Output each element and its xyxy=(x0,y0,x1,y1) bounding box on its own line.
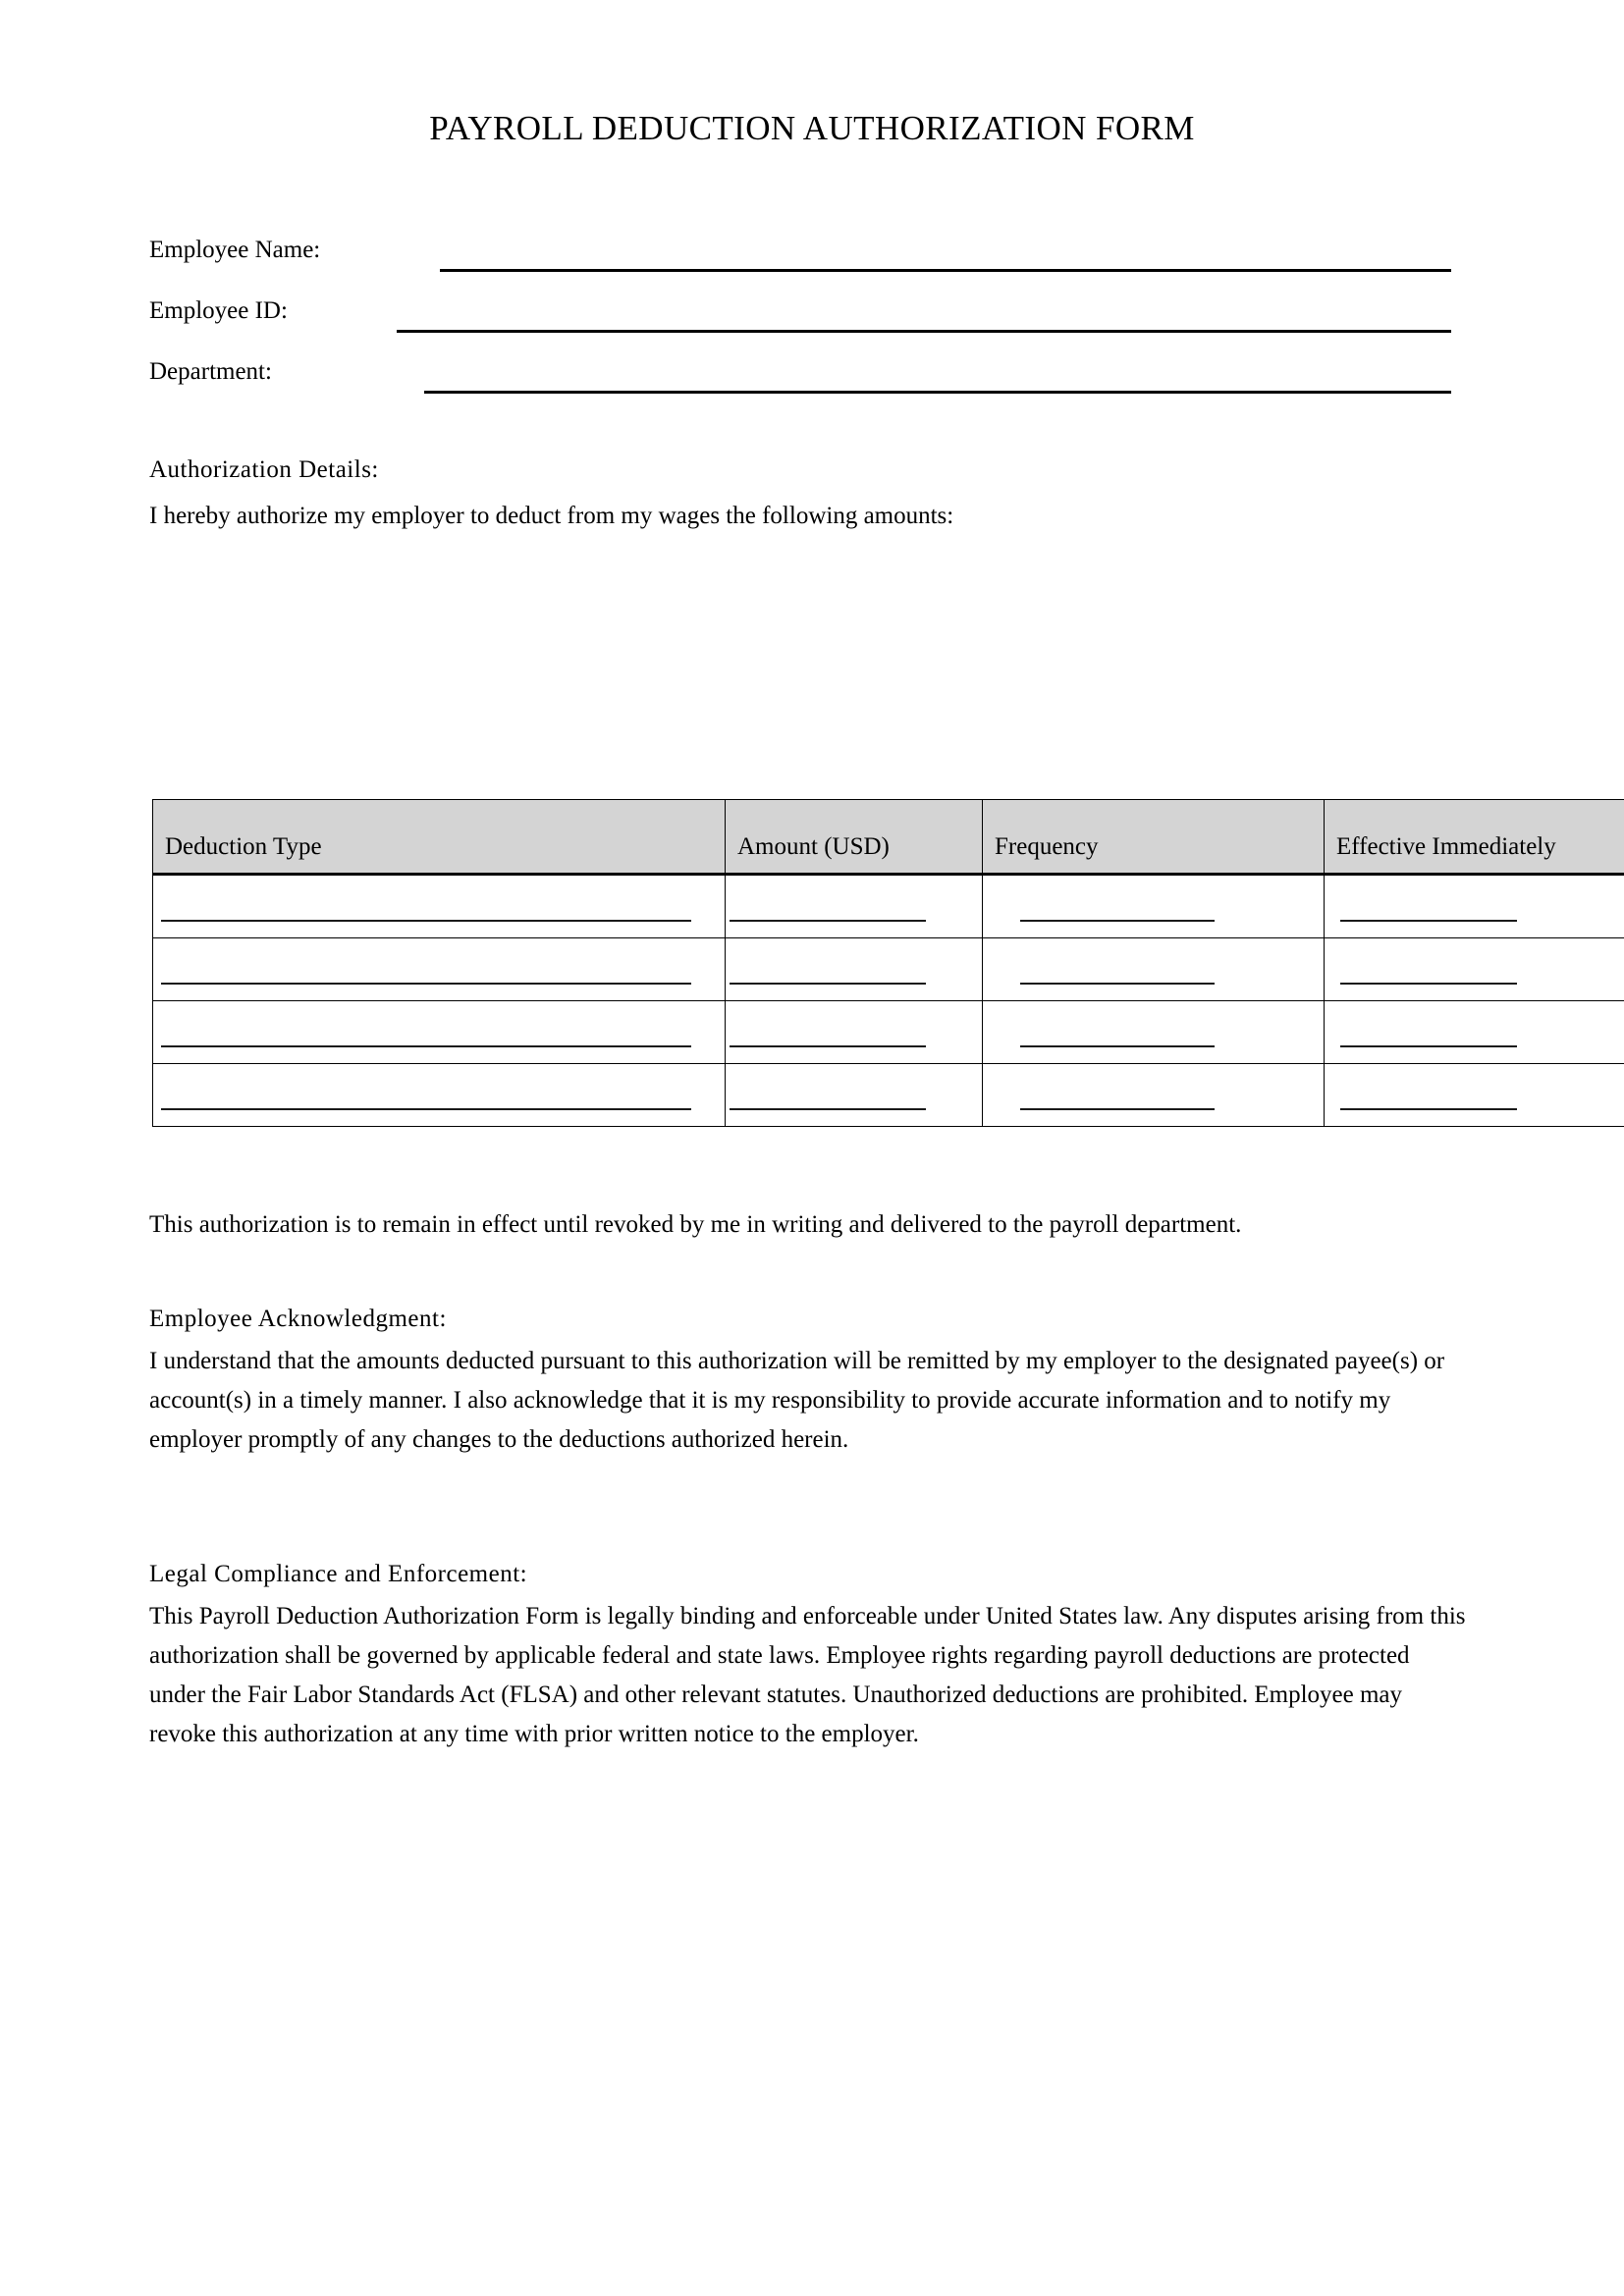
write-in-line[interactable] xyxy=(1340,1045,1517,1047)
table-row xyxy=(153,1001,1624,1064)
write-in-line[interactable] xyxy=(1340,1108,1517,1110)
department-label: Department: xyxy=(149,358,272,385)
department-input-line[interactable] xyxy=(424,391,1451,394)
employee-acknowledgment-body: I understand that the amounts deducted pursuant to this authorization will be remitted by my employer to the designated payee(s) or account(s) in a timely manner. I also acknowledge that it is my responsibility to provide accurate information and to notify my employer promptly of any changes to the deductions authorized herein. xyxy=(149,1348,1445,1453)
cell-effective[interactable] xyxy=(1325,1001,1624,1064)
write-in-line[interactable] xyxy=(1020,1108,1215,1110)
table-row xyxy=(153,1064,1624,1127)
cell-frequency[interactable] xyxy=(983,1064,1325,1127)
column-header-frequency: Frequency xyxy=(983,800,1325,875)
employee-name-input-line[interactable] xyxy=(440,269,1451,272)
cell-amount[interactable] xyxy=(726,875,983,938)
column-header-deduction-type: Deduction Type xyxy=(153,800,726,875)
cell-amount[interactable] xyxy=(726,938,983,1001)
page-title: PAYROLL DEDUCTION AUTHORIZATION FORM xyxy=(429,109,1195,147)
write-in-line[interactable] xyxy=(1340,983,1517,985)
write-in-line[interactable] xyxy=(161,1108,691,1110)
write-in-line[interactable] xyxy=(1020,920,1215,922)
write-in-line[interactable] xyxy=(161,920,691,922)
column-header-amount-usd: Amount (USD) xyxy=(726,800,983,875)
cell-effective[interactable] xyxy=(1325,938,1624,1001)
write-in-line[interactable] xyxy=(161,983,691,985)
cell-deduction-type[interactable] xyxy=(153,875,726,938)
cell-deduction-type[interactable] xyxy=(153,938,726,1001)
authorization-intro-text: I hereby authorize my employer to deduct from my wages the following amounts: xyxy=(149,503,954,529)
table-header-row xyxy=(153,800,1624,875)
cell-frequency[interactable] xyxy=(983,938,1325,1001)
cell-frequency[interactable] xyxy=(983,1001,1325,1064)
write-in-line[interactable] xyxy=(730,1108,926,1110)
cell-amount[interactable] xyxy=(726,1064,983,1127)
cell-deduction-type[interactable] xyxy=(153,1064,726,1127)
cell-amount[interactable] xyxy=(726,1001,983,1064)
authorization-details-heading: Authorization Details: xyxy=(149,456,379,483)
deduction-table-head xyxy=(153,800,1624,875)
revocation-note-text: This authorization is to remain in effect until revoked by me in writing and delivered to the payroll department. xyxy=(149,1211,1242,1238)
write-in-line[interactable] xyxy=(161,1045,691,1047)
write-in-line[interactable] xyxy=(1020,983,1215,985)
cell-effective[interactable] xyxy=(1325,1064,1624,1127)
table-row xyxy=(153,875,1624,938)
employee-id-label: Employee ID: xyxy=(149,297,288,324)
write-in-line[interactable] xyxy=(730,1045,926,1047)
cell-frequency[interactable] xyxy=(983,875,1325,938)
table-row xyxy=(153,938,1624,1001)
cell-effective[interactable] xyxy=(1325,875,1624,938)
deduction-table xyxy=(152,799,1624,1127)
legal-compliance-heading: Legal Compliance and Enforcement: xyxy=(149,1561,528,1587)
write-in-line[interactable] xyxy=(1340,920,1517,922)
deduction-table-body xyxy=(153,875,1624,1127)
employee-name-label: Employee Name: xyxy=(149,237,321,263)
write-in-line[interactable] xyxy=(1020,1045,1215,1047)
cell-deduction-type[interactable] xyxy=(153,1001,726,1064)
legal-compliance-body: This Payroll Deduction Authorization Form is legally binding and enforceable under United States law. Any disputes arising from this authorization shall be governed by applicable federal and state laws. Employee rights regarding payroll deductions are protected under the Fair Labor Standards Act (FLSA) and other relevant statutes. Unauthorized deductions are prohibited. Employee may revoke this authorization at any time with prior written notice to the employer. xyxy=(149,1603,1466,1747)
write-in-line[interactable] xyxy=(730,983,926,985)
write-in-line[interactable] xyxy=(730,920,926,922)
employee-id-input-line[interactable] xyxy=(397,330,1451,333)
column-header-effective-immediately: Effective Immediately xyxy=(1325,800,1624,875)
employee-acknowledgment-heading: Employee Acknowledgment: xyxy=(149,1306,447,1332)
